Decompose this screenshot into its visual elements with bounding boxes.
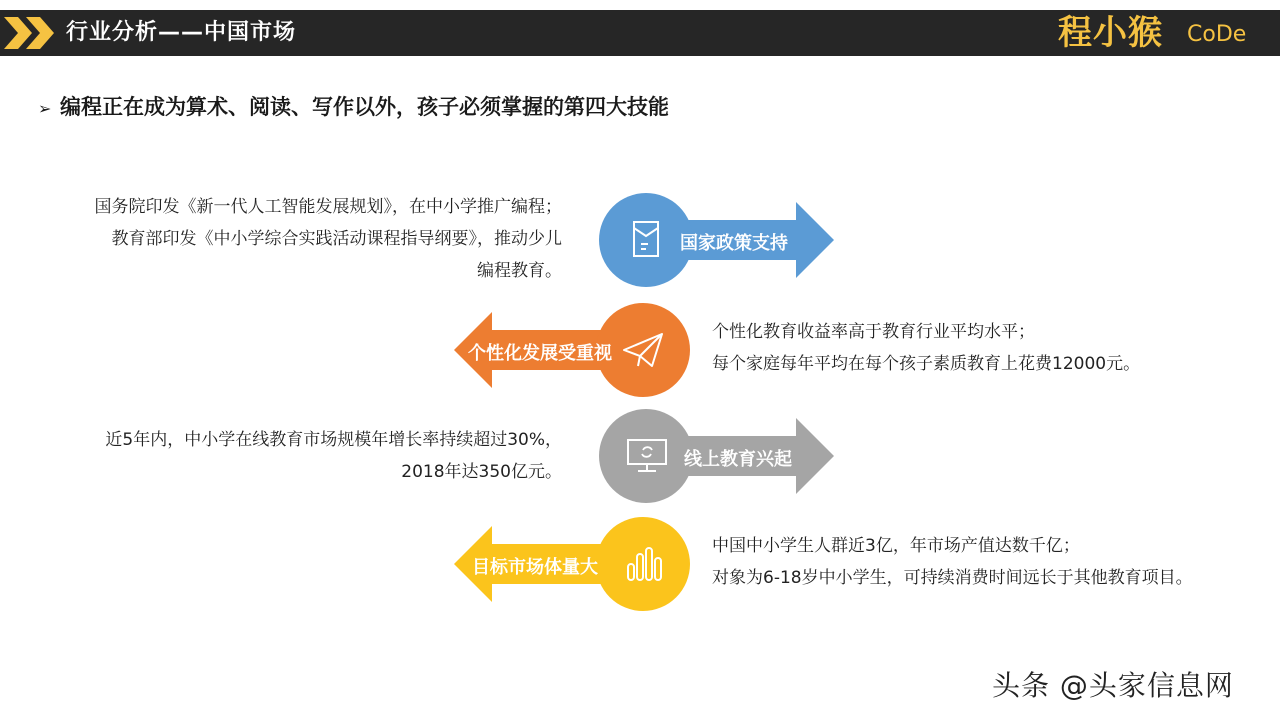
policy-arrow <box>598 192 838 288</box>
personalization-desc-line: 每个家庭每年平均在每个孩子素质教育上花费12000元。 <box>712 354 1141 374</box>
paper-plane-icon <box>622 330 664 370</box>
document-icon <box>630 220 662 260</box>
watermark: 头条 @头家信息网 <box>992 669 1234 702</box>
market-size-desc-line: 对象为6-18岁中小学生，可持续消费时间远长于其他教育项目。 <box>712 568 1193 588</box>
bar-chart-icon <box>626 542 664 582</box>
header-bar <box>0 10 1280 56</box>
subtitle-text: 编程正在成为算术、阅读、写作以外，孩子必须掌握的第四大技能 <box>60 95 669 119</box>
policy-description <box>95 191 563 287</box>
online-education-arrow <box>598 408 838 504</box>
policy-label: 国家政策支持 <box>680 233 788 254</box>
personalization-label: 个性化发展受重视 <box>468 343 612 364</box>
policy-desc-line: 教育部印发《中小学综合实践活动课程指导纲要》，推动少儿 <box>111 229 562 249</box>
policy-desc-line: 编程教育。 <box>477 261 562 281</box>
brand-logo-code: CoDe <box>1187 22 1247 47</box>
policy-desc-line: 国务院印发《新一代人工智能发展规划》，在中小学推广编程； <box>94 197 562 217</box>
monitor-icon <box>626 438 668 474</box>
online-education-desc-line: 2018年达350亿元。 <box>401 462 562 482</box>
personalization-desc-line: 个性化教育收益率高于教育行业平均水平； <box>712 322 1035 342</box>
market-size-arrow <box>450 516 690 612</box>
arrow-bullet-icon: ➢ <box>38 99 52 118</box>
online-education-desc-line: 近5年内，中小学在线教育市场规模年增长率持续超过30%， <box>105 430 562 450</box>
market-size-label: 目标市场体量大 <box>472 557 598 578</box>
brand-logo-text: 程小猴 <box>1058 13 1163 53</box>
section-subtitle <box>38 90 669 124</box>
page-title: 行业分析——中国市场 <box>66 20 297 45</box>
chevron-right-icon <box>4 17 62 49</box>
online-education-description <box>105 424 562 488</box>
online-education-label: 线上教育兴起 <box>684 449 792 470</box>
personalization-arrow <box>450 302 690 398</box>
personalization-description <box>712 316 1140 380</box>
market-size-description <box>712 530 1193 594</box>
market-size-desc-line: 中国中小学生人群近3亿，年市场产值达数千亿； <box>712 536 1080 556</box>
